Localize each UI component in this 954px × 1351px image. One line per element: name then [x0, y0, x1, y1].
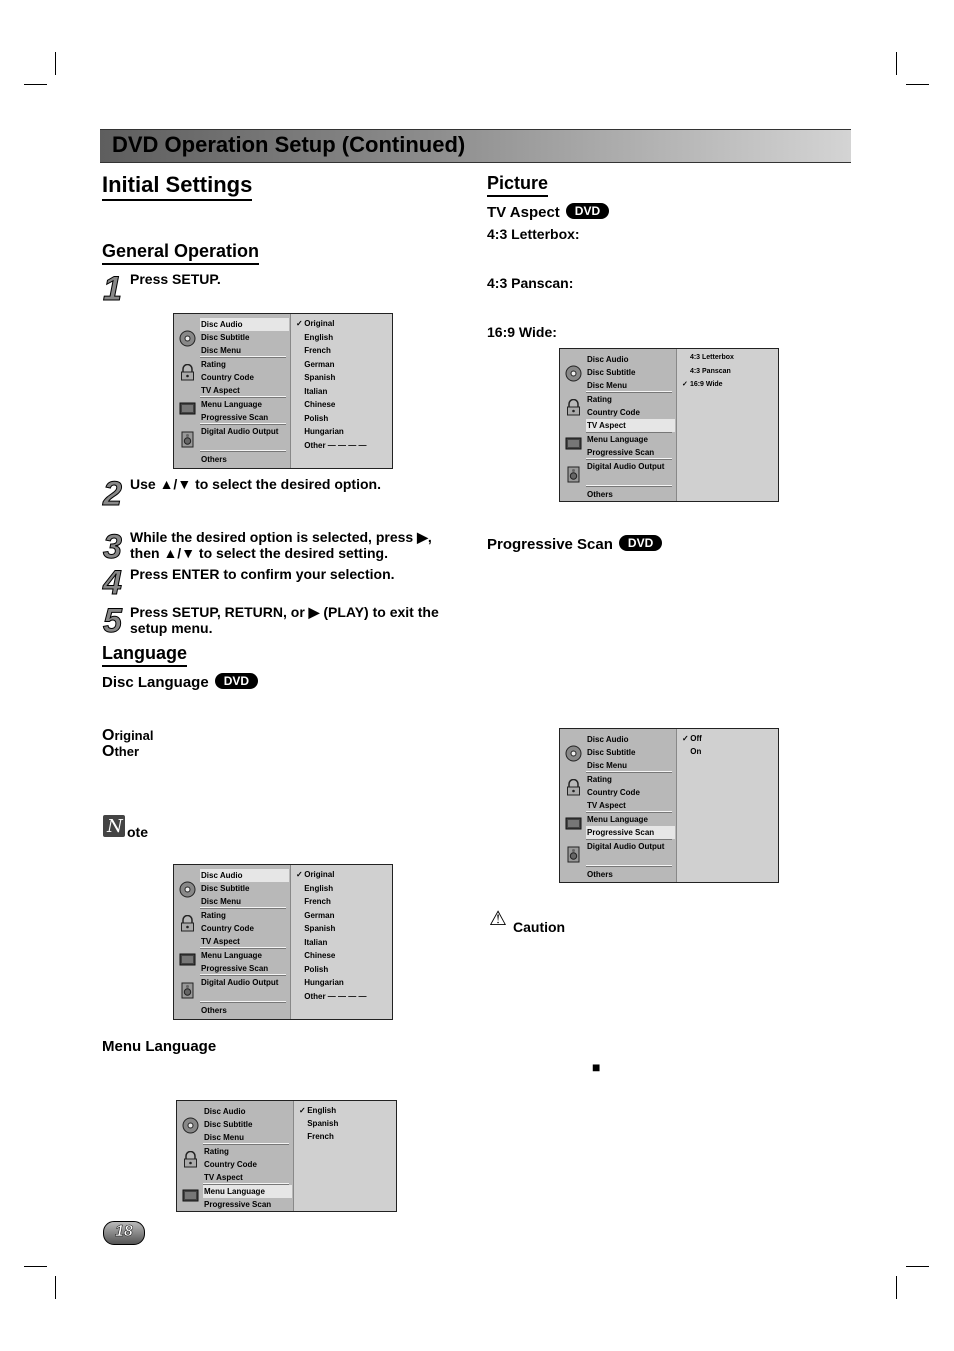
menu-item[interactable]: Menu Language	[587, 435, 648, 444]
dvd-badge: DVD	[215, 673, 258, 689]
menu-item[interactable]: Disc Menu	[587, 381, 628, 390]
menu-item[interactable]: Progressive Scan	[201, 413, 269, 422]
menu-option[interactable]: Polish	[302, 413, 329, 423]
menu-option[interactable]: Hungarian	[302, 427, 344, 436]
setup-menu-screen	[173, 313, 393, 469]
menu-language-heading: Menu Language	[102, 1038, 217, 1055]
menu-option[interactable]: 4:3 Letterbox	[688, 354, 734, 361]
note-icon-glyph: N	[107, 816, 123, 837]
caution-label: Caution	[513, 919, 566, 935]
crop-mark	[55, 52, 56, 75]
crop-mark	[55, 1276, 56, 1299]
menu-item[interactable]: Menu Language	[201, 400, 262, 409]
note-label: ote	[127, 824, 148, 840]
other-rest: ther	[114, 744, 140, 759]
end-mark: ■	[592, 1059, 601, 1075]
original-initial: O	[102, 727, 115, 744]
menu-item[interactable]: TV Aspect	[204, 1173, 243, 1182]
menu-option[interactable]: Polish	[302, 964, 329, 974]
menu-option[interactable]: Spanish	[305, 1119, 339, 1128]
step-number-3: 3	[103, 528, 122, 566]
menu-item[interactable]: Menu Language	[201, 951, 262, 960]
general-operation-heading: General Operation	[102, 241, 259, 265]
panscan-term: 4:3 Panscan:	[487, 275, 574, 291]
menu-item[interactable]: Rating	[201, 360, 226, 369]
step-3-line-1: While the desired option is selected, press ▶,	[130, 529, 432, 545]
menu-item[interactable]: TV Aspect	[587, 801, 626, 810]
wide-term: 16:9 Wide:	[487, 324, 557, 340]
menu-option[interactable]: On	[688, 747, 702, 756]
check-icon: ✓	[682, 734, 689, 743]
tv-aspect-heading	[487, 203, 609, 221]
menu-option[interactable]: Italian	[302, 386, 328, 396]
menu-item[interactable]: TV Aspect	[201, 386, 240, 395]
check-icon: ✓	[299, 1106, 306, 1115]
menu-option[interactable]: Other — — — —	[302, 991, 367, 1001]
crop-mark	[896, 52, 897, 75]
note-icon	[103, 815, 125, 837]
banner-title: DVD Operation Setup (Continued)	[112, 132, 466, 157]
other-initial: O	[102, 743, 115, 760]
menu-option[interactable]: ✓ English	[299, 1106, 337, 1115]
section-banner	[100, 129, 851, 163]
menu-option[interactable]: Hungarian	[302, 978, 344, 987]
picture-heading: Picture	[487, 173, 548, 197]
step-1-text: Press SETUP.	[130, 271, 221, 287]
menu-language-screen	[176, 1100, 397, 1212]
menu-option[interactable]: French	[302, 897, 331, 906]
menu-item[interactable]: Disc Menu	[587, 761, 628, 770]
menu-separator	[586, 485, 672, 487]
crop-mark	[24, 1266, 47, 1267]
menu-item[interactable]: Disc Audio	[204, 1107, 246, 1116]
disc-language-menu-screen	[173, 864, 393, 1020]
step-number-1: 1	[103, 270, 122, 308]
menu-item[interactable]: Disc Subtitle	[201, 884, 250, 893]
menu-item[interactable]: Digital Audio Output	[201, 427, 279, 436]
dvd-badge: DVD	[619, 535, 662, 551]
menu-item[interactable]: Menu Language	[203, 1185, 292, 1198]
disc-icon	[179, 330, 196, 347]
tv-aspect-menu-screen	[559, 348, 779, 502]
menu-option[interactable]: German	[302, 910, 335, 920]
menu-item[interactable]: Progressive Scan	[201, 964, 269, 973]
menu-item[interactable]: Disc Menu	[201, 897, 242, 906]
other-term	[102, 743, 139, 761]
menu-separator	[200, 450, 286, 452]
disc-icon	[182, 1117, 199, 1134]
menu-option[interactable]: Chinese	[302, 400, 336, 409]
crop-mark	[24, 84, 47, 85]
disc-icon	[565, 745, 582, 762]
menu-item[interactable]: Others	[587, 490, 613, 499]
screen-icon	[565, 435, 582, 452]
menu-item[interactable]: Disc Subtitle	[587, 368, 636, 377]
step-5-line-2: setup menu.	[130, 620, 213, 636]
menu-item[interactable]: Digital Audio Output	[201, 978, 279, 987]
menu-option[interactable]: Spanish	[302, 373, 336, 382]
menu-option[interactable]: Chinese	[302, 951, 336, 960]
menu-item[interactable]: TV Aspect	[586, 419, 675, 432]
menu-option[interactable]: Italian	[302, 937, 328, 947]
speaker-icon	[179, 982, 196, 999]
menu-option[interactable]: ✓ Original	[296, 870, 335, 879]
menu-item[interactable]: Disc Audio	[587, 355, 629, 364]
step-3-line-2: then ▲/▼ to select the desired setting.	[130, 545, 388, 561]
menu-option[interactable]: English	[302, 883, 334, 893]
menu-item[interactable]: Progressive Scan	[586, 826, 675, 839]
menu-item[interactable]: Menu Language	[587, 815, 648, 824]
letterbox-term: 4:3 Letterbox:	[487, 226, 580, 242]
check-icon: ✓	[296, 319, 303, 328]
screen-icon	[565, 815, 582, 832]
menu-item[interactable]: TV Aspect	[201, 937, 240, 946]
menu-option[interactable]: 4:3 Panscan	[688, 367, 731, 375]
check-icon: ✓	[682, 381, 688, 388]
check-icon: ✓	[296, 870, 303, 879]
menu-option[interactable]: French	[302, 346, 331, 355]
menu-item[interactable]: Disc Subtitle	[587, 748, 636, 757]
menu-item[interactable]: Rating	[201, 911, 226, 920]
menu-option[interactable]: ✓ Off	[682, 734, 702, 743]
page-title: Initial Settings	[102, 172, 252, 201]
menu-option[interactable]: Spanish	[302, 924, 336, 933]
menu-option[interactable]: French	[305, 1132, 334, 1141]
language-heading: Language	[102, 643, 187, 667]
menu-item[interactable]: Disc Menu	[204, 1133, 245, 1142]
menu-item[interactable]: Disc Subtitle	[204, 1120, 253, 1129]
menu-item[interactable]: Rating	[204, 1147, 229, 1156]
menu-item[interactable]: Progressive Scan	[587, 448, 655, 457]
menu-item[interactable]: Country Code	[201, 924, 254, 933]
speaker-icon	[565, 466, 582, 483]
disc-language-label: Disc Language	[102, 674, 209, 691]
lock-icon	[179, 364, 196, 381]
menu-option[interactable]: English	[302, 332, 334, 342]
step-number-4: 4	[103, 564, 122, 602]
menu-option[interactable]: Other — — — —	[302, 440, 367, 450]
menu-item[interactable]: Country Code	[204, 1160, 257, 1169]
menu-option[interactable]: ✓ Original	[296, 319, 335, 328]
disc-language-heading	[102, 673, 258, 691]
menu-item[interactable]: Disc Audio	[200, 869, 289, 882]
disc-icon	[179, 881, 196, 898]
menu-item[interactable]: Disc Menu	[201, 346, 242, 355]
lock-icon	[182, 1151, 199, 1168]
dvd-badge: DVD	[566, 203, 609, 219]
screen-icon	[179, 400, 196, 417]
lock-icon	[565, 399, 582, 416]
crop-mark	[906, 1266, 929, 1267]
menu-item[interactable]: Digital Audio Output	[587, 842, 665, 851]
menu-item[interactable]: Disc Audio	[200, 318, 289, 331]
speaker-icon	[179, 431, 196, 448]
page-number: 18	[115, 1223, 133, 1240]
menu-item[interactable]: Disc Subtitle	[201, 333, 250, 342]
progressive-scan-heading	[487, 535, 662, 553]
step-number-2: 2	[103, 475, 122, 513]
menu-item[interactable]: Others	[587, 870, 613, 879]
crop-mark	[896, 1276, 897, 1299]
menu-item[interactable]: Progressive Scan	[204, 1200, 272, 1209]
lock-icon	[179, 915, 196, 932]
menu-item[interactable]: Country Code	[587, 408, 640, 417]
progressive-scan-label: Progressive Scan	[487, 536, 613, 553]
menu-item[interactable]: Others	[201, 455, 227, 464]
menu-item[interactable]: Others	[201, 1006, 227, 1015]
menu-item[interactable]: Country Code	[587, 788, 640, 797]
screen-icon	[182, 1187, 199, 1204]
crop-mark	[906, 84, 929, 85]
tv-aspect-label: TV Aspect	[487, 204, 560, 221]
menu-option[interactable]: German	[302, 359, 335, 369]
step-2-text: Use ▲/▼ to select the desired option.	[130, 476, 381, 492]
disc-icon	[565, 365, 582, 382]
caution-icon: ⚠	[489, 908, 507, 930]
menu-option[interactable]: ✓ 16:9 Wide	[682, 378, 723, 391]
menu-item[interactable]: Rating	[587, 395, 612, 404]
original-rest: riginal	[114, 728, 154, 743]
menu-separator	[200, 1001, 286, 1003]
step-5-line-1: Press SETUP, RETURN, or ▶ (PLAY) to exit the	[130, 604, 439, 620]
menu-item[interactable]: Disc Audio	[587, 735, 629, 744]
menu-item[interactable]: Digital Audio Output	[587, 462, 665, 471]
lock-icon	[565, 779, 582, 796]
menu-separator	[586, 865, 672, 867]
speaker-icon	[565, 846, 582, 863]
menu-item[interactable]: Country Code	[201, 373, 254, 382]
page-number-badge	[103, 1221, 145, 1245]
menu-item[interactable]: Rating	[587, 775, 612, 784]
progressive-scan-menu-screen	[559, 728, 779, 883]
screen-icon	[179, 951, 196, 968]
step-number-5: 5	[103, 602, 122, 640]
step-4-text: Press ENTER to confirm your selection.	[130, 566, 395, 582]
